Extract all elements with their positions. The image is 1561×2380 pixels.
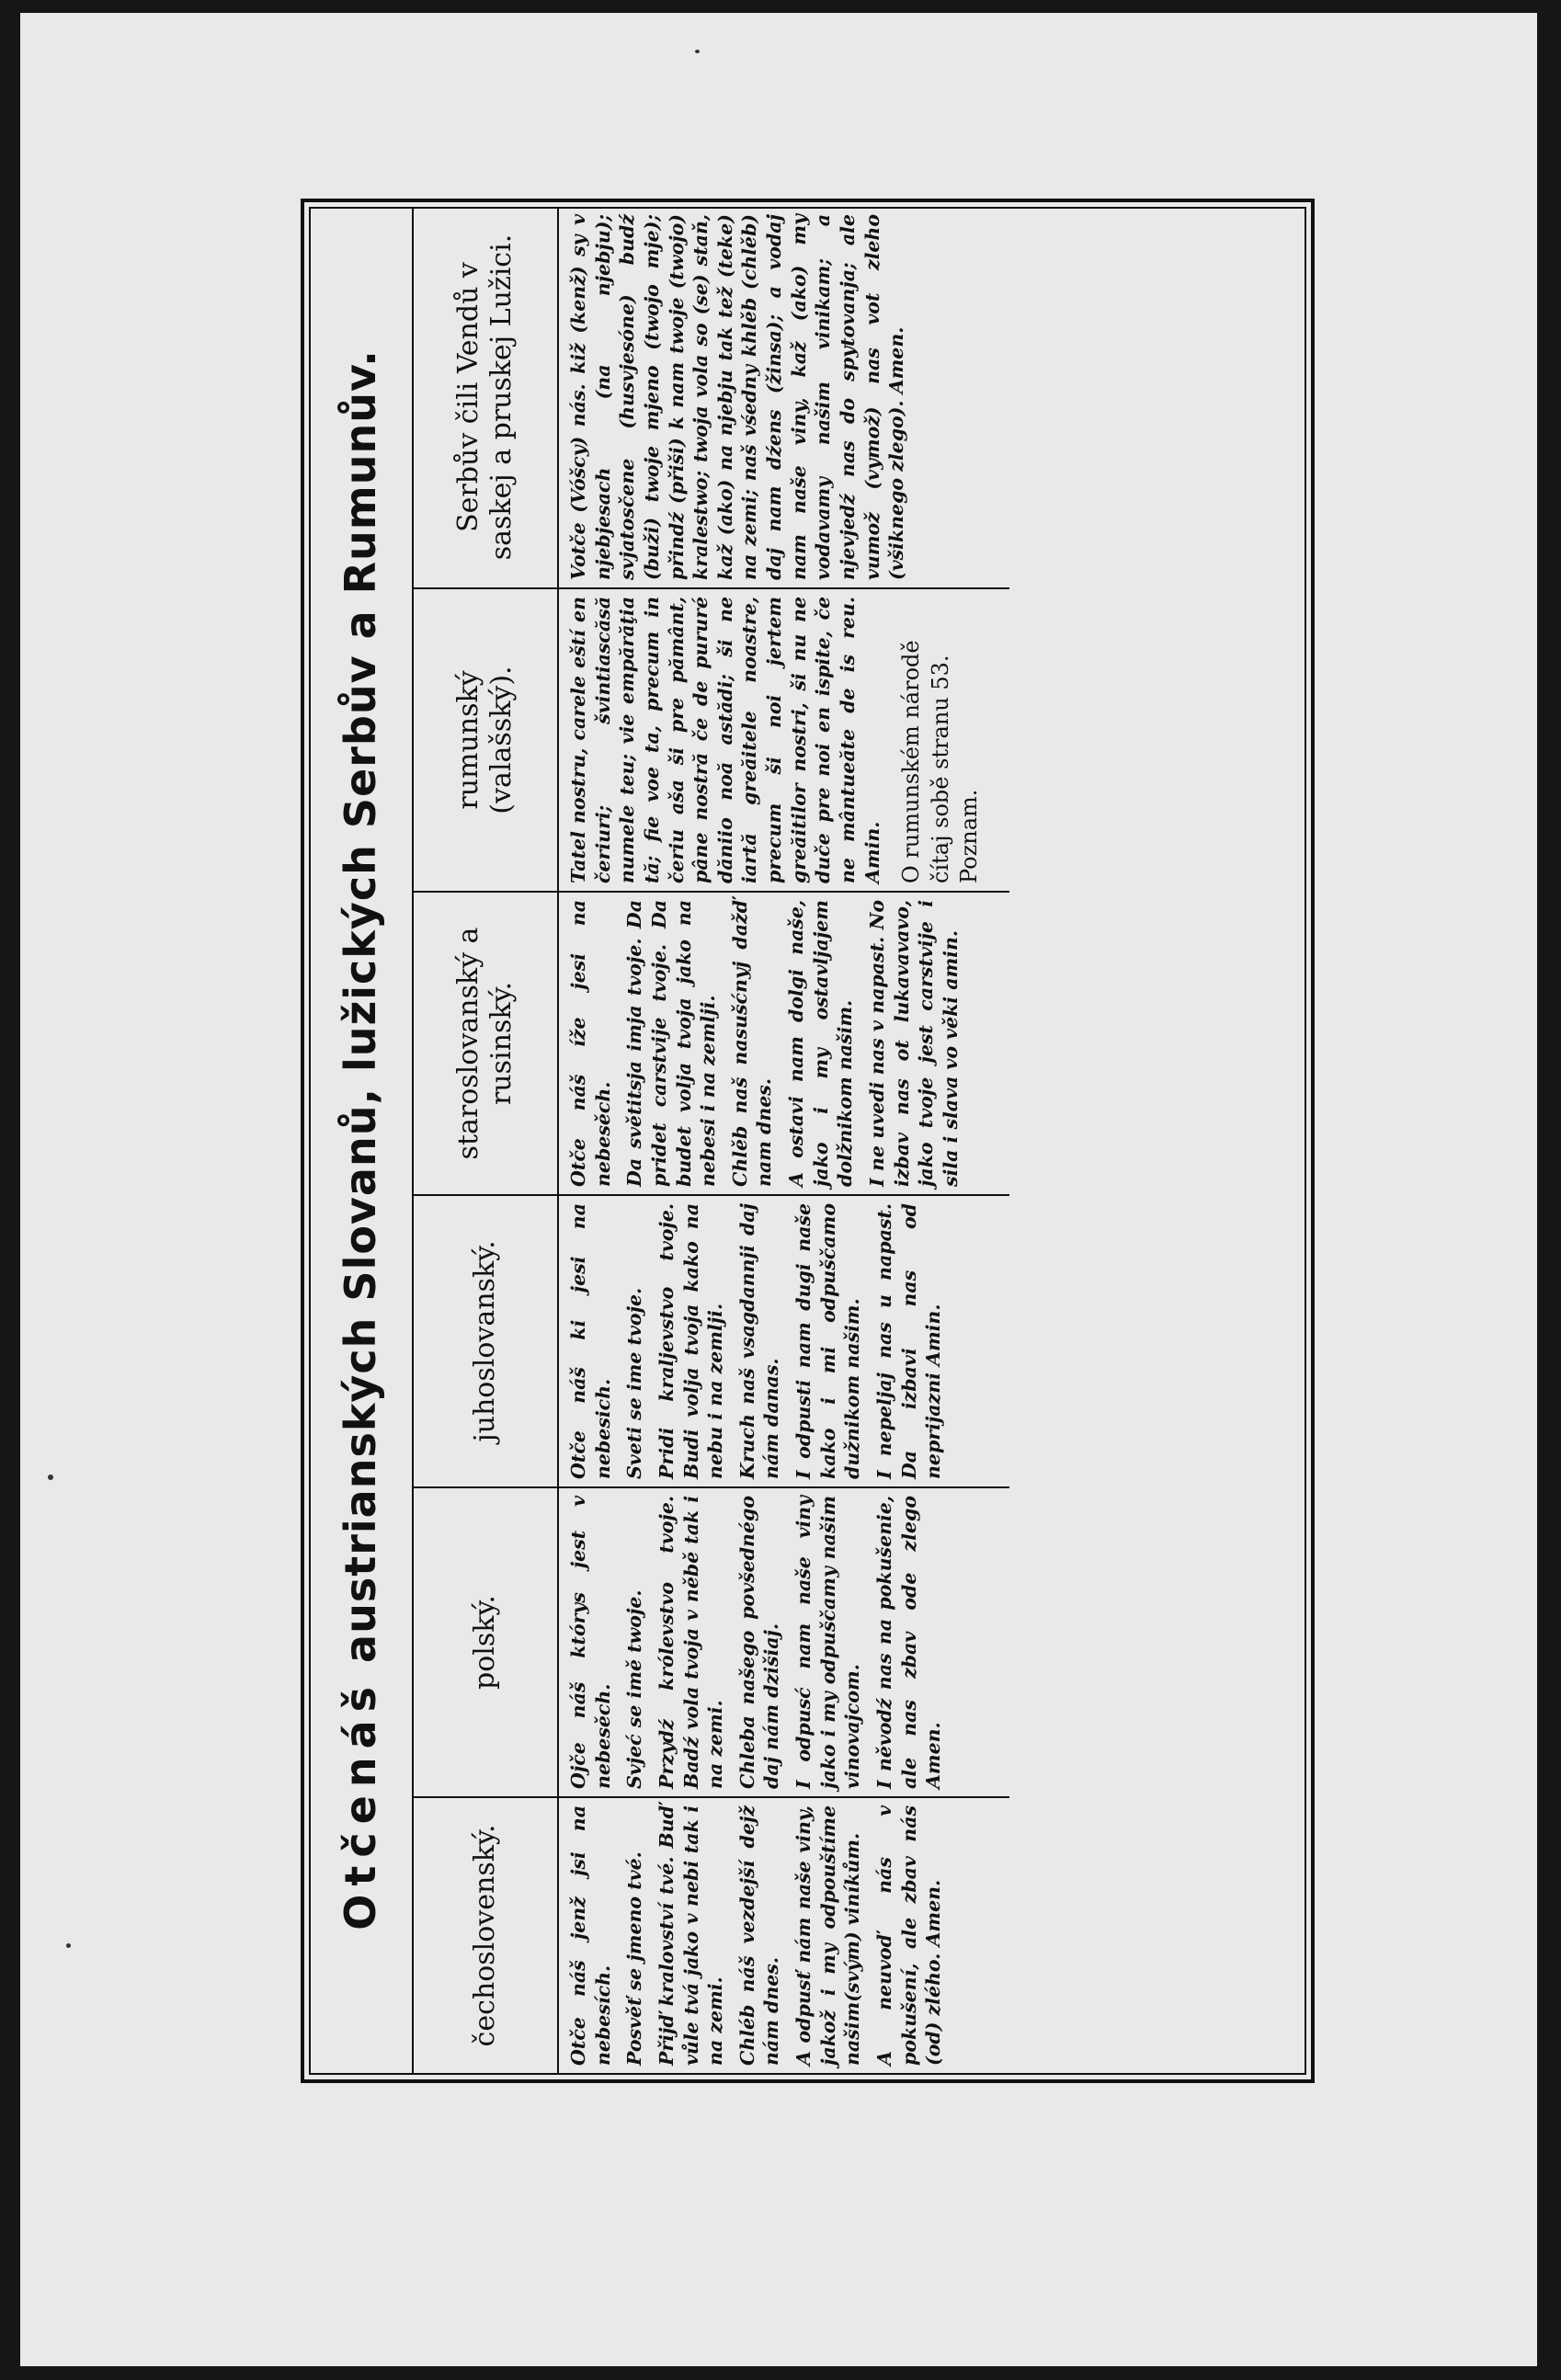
title-spaced: Otčenáš	[336, 1678, 385, 1930]
verse: I odpusti nam dugi naše kako i mi odpuščamo dužnikom našim.	[792, 1203, 864, 1479]
column-header: polský.	[414, 1487, 558, 1797]
page-title	[309, 207, 414, 2073]
column-header: Serbův čili Vendů v saskej a pruskej Lužici.	[414, 207, 558, 588]
verse: Svjeć se imě twoje.	[623, 1589, 646, 1789]
verse: Przydź królevstvo tvoje. Badź vola tvoja v něbě tak i na zemi.	[655, 1496, 727, 1789]
verse: Otče náš ki jesi na nebesich.	[567, 1203, 614, 1479]
verse: I ne uvedi nas v napast. No izbav nas ot lukavavavo, jako tvoje jest carstvije i sila i slava vo věki amin.	[866, 900, 962, 1187]
verse: A odpusť nám naše viny, jakož i my odpouštíme našim(svým) viníkům.	[792, 1805, 864, 2066]
rotated-table	[309, 207, 1305, 2073]
verse: Chlěb naš nasušćnyj dažď nam dnes.	[728, 900, 776, 1187]
paper-speck	[66, 1943, 71, 1948]
column-polsky	[558, 1487, 1009, 1797]
verse: A neuvoď nás v pokušení, ale zbav nás (od) zlého. Amen.	[873, 1805, 945, 2066]
table-frame	[301, 199, 1315, 2083]
verse: Kruch naš vsagdannji daj nám danas.	[735, 1203, 783, 1479]
verse: Ojče náš którys jest v nebesěch.	[567, 1496, 614, 1789]
verse: Pridi kraljevstvo tvoje. Budi volja tvoja kako na nebu i na zemlji.	[655, 1203, 727, 1479]
verse: Otče náš jenž jsi na nebesích.	[567, 1805, 614, 2066]
column-header: čechoslovenský.	[414, 1797, 558, 2073]
column-header: staroslovanský a rusinský.	[414, 892, 558, 1195]
verse: Otče náš íže jesi na nebesěch.	[567, 900, 614, 1187]
verse-row	[558, 207, 1009, 2073]
column-header: rumunský (valašský).	[414, 588, 558, 892]
verse: Přijď kralovství tvé. Buď vůle tvá jako v nebi tak i na zemi.	[655, 1805, 727, 2066]
column-rumunsky	[558, 588, 1009, 892]
verse: Chleba našego povšednégo daj nám dzišiaj.	[735, 1496, 783, 1789]
title-rest: austrianských Slovanů, lužických Serbův a Rumunův.	[336, 349, 385, 1663]
paper-speck	[48, 1475, 53, 1480]
column-cechoslovensky	[558, 1797, 1009, 2073]
verse: Tatel nostru, carele eští en čeriuri; švintiascăsă numele teu; vie empărăţia tă; fie voe ta, precum in čeriu aša ši pre pământ, pâne nostră če de pururé dăniio noă astădi; ši ne iartă greăitele noastre, precum ši noi jertem greăitilor nostri, ši nu ne duče pre noi en ispite, če ne mântueăte de is reu. Amin.	[567, 597, 883, 883]
header-row	[414, 207, 558, 2073]
rumunsky-note: O rumunském národě čítaj sobě stranu 53. Poznam.	[898, 640, 982, 883]
prayer-table	[414, 207, 1009, 2073]
verse: Posvěť se jmeno tvé.	[623, 1851, 646, 2066]
verse: I něvodź nas na pokušenie, ale nas zbav ode zlego Amen.	[873, 1496, 945, 1789]
verse: Chléb náš vezdejší dejž nám dnes.	[735, 1805, 783, 2066]
verse: A ostavi nam dolgi naše, jako i my ostavljajem dolžnikom našim.	[785, 900, 857, 1187]
page	[20, 13, 1537, 2366]
verse: Sveti se ime tvoje.	[623, 1287, 646, 1479]
column-header: juhoslovanský.	[414, 1195, 558, 1487]
verse: I nepeljaj nas u napast. Da izbavi nas od neprijazni Amin.	[873, 1203, 945, 1479]
column-serbuv	[558, 207, 1009, 588]
column-juhoslovansky	[558, 1195, 1009, 1487]
paper-speck	[695, 50, 700, 53]
verse: Da světitsja imja tvoje. Da pridet carstvije tvoje. Da budet volja tvoja jako na nebesi i na zemlji.	[623, 900, 720, 1187]
verse: I odpusć nam naše viny jako i my odpuščamy našim vinovajcom.	[792, 1496, 864, 1789]
column-staroslovansky	[558, 892, 1009, 1195]
verse: Votče (Vóšcy) nás. kiž (kenž) sy v njebjesach (na njebju); svjatosčene (husvjesóne) budź (buži) twoje mjeno (twojo mje); přindź (přiši) k nam twoje (twojo) kralestwo; twoja vola so (se) staň, kaž (ako) na njebju tak tež (teke) na zemi; naš vśedny khlěb (chlěb) daj nam dźens (žinsa); a vodaj nam naše viny, kaž (ako) my vodavamy našim vinikam; a njevjedź nas do spytovanja; ale vumož (vymož) nas vot zleho (všiknego zlego). Amen.	[567, 214, 908, 580]
